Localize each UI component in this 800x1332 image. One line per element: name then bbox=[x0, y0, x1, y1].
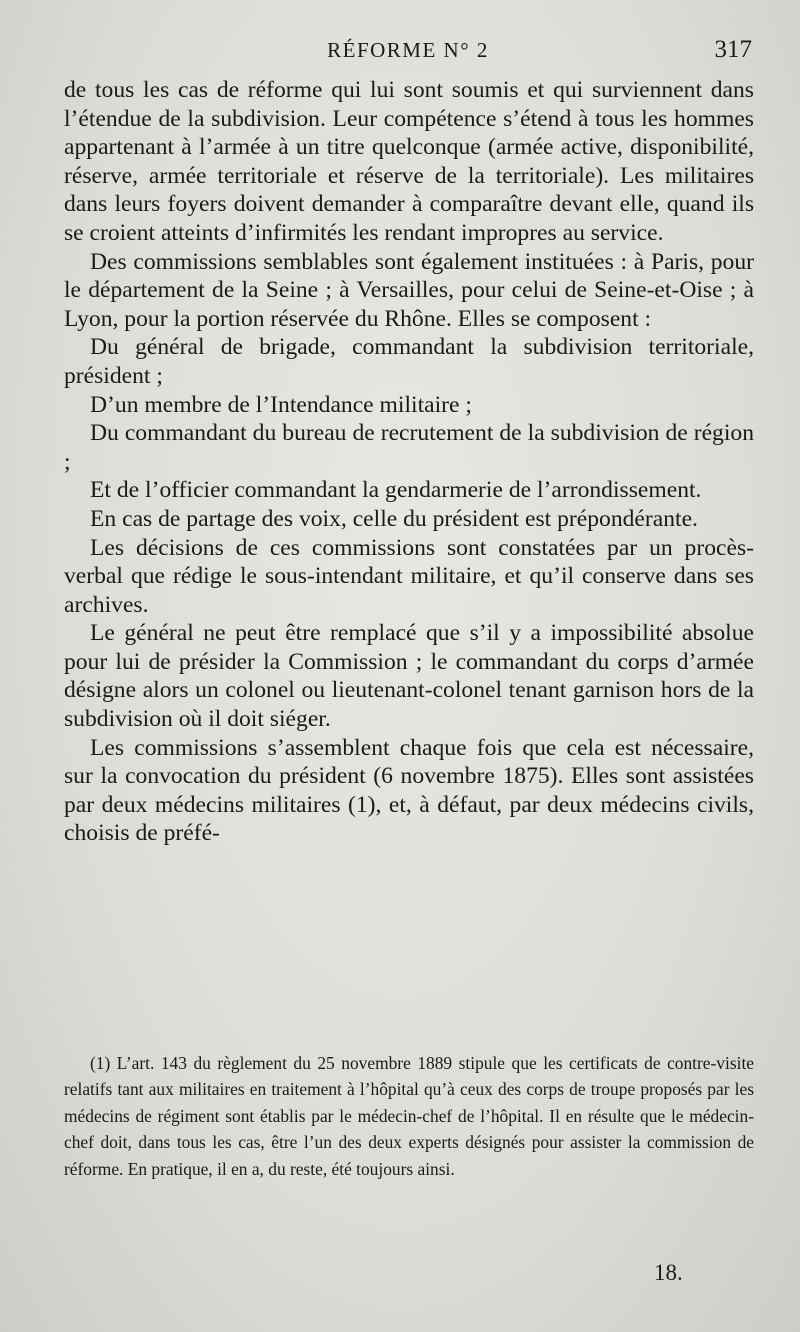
paragraph: Du général de brigade, commandant la subdivision territoriale, président ; bbox=[64, 334, 754, 389]
paragraph: de tous les cas de réforme qui lui sont soumis et qui surviennent dans l’étendue de la subdivision. Leur compétence s’étend à tous les hommes appartenant à l’armée à un titre quelconque (armée active, disponibilité, réserve, armée territoriale et réserve de la territoriale). Les militaires dans leurs foyers doivent demander à comparaître devant elle, quand ils se croient atteints d’infirmités les rendant impropres au service. bbox=[64, 77, 754, 246]
paragraph: Et de l’officier commandant la gendarmerie de l’arrondissement. bbox=[90, 477, 702, 504]
page-header bbox=[64, 36, 752, 66]
footnote bbox=[64, 1050, 754, 1182]
paragraph: Les décisions de ces commissions sont constatées par un procès-verbal que rédige le sous-intendant militaire, et qu’il conserve dans ses archives. bbox=[64, 534, 754, 618]
paragraph: Le général ne peut être remplacé que s’il y a impossibilité absolue pour lui de présider la Commission ; le commandant du corps d’armée désigne alors un colonel ou lieutenant-colonel tenant garnison hors de la subdivision où il doit siéger. bbox=[64, 620, 754, 733]
paragraph: D’un membre de l’Intendance militaire ; bbox=[90, 391, 472, 418]
running-title: RÉFORME N° 2 bbox=[327, 38, 489, 62]
page-number: 317 bbox=[714, 36, 752, 63]
paragraph: En cas de partage des voix, celle du président est prépondérante. bbox=[90, 505, 698, 532]
signature-mark: 18. bbox=[654, 1260, 683, 1285]
paragraph: Les commissions s’assemblent chaque fois que cela est nécessaire, sur la convocation du président (6 novembre 1875). Elles sont assistées par deux médecins militaires (1), et, à défaut, par deux médecins civils, choisis de préfé- bbox=[64, 734, 754, 847]
body-text bbox=[64, 76, 754, 848]
paragraph: Des commissions semblables sont également instituées : à Paris, pour le département de la Seine ; à Versailles, pour celui de Seine-et-Oise ; à Lyon, pour la portion réservée du Rhône. Elles se composent : bbox=[64, 248, 754, 332]
paragraph: Du commandant du bureau de recrutement de la subdivision de région ; bbox=[64, 420, 754, 475]
footnote-text: (1) L’art. 143 du règlement du 25 novembre 1889 stipule que les certificats de contre-visite relatifs tant aux militaires en traitement à l’hôpital qu’à ceux des corps de troupe proposés par les médecins de régiment sont établis par le médecin-chef de l’hôpital. Il en résulte que le médecin-chef doit, dans tous les cas, être l’un des deux experts désignés pour assister la commission de réforme. En pratique, il en a, du reste, été toujours ainsi. bbox=[64, 1053, 754, 1179]
